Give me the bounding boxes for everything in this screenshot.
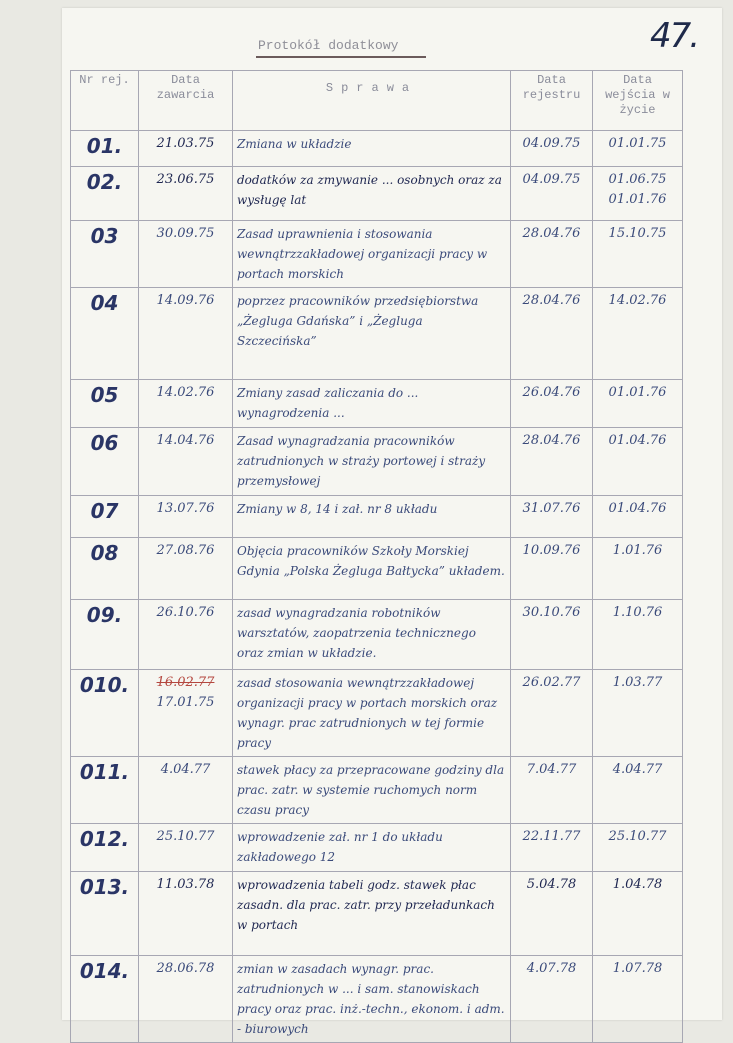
date-concluded: 13.07.76 <box>139 496 233 538</box>
table-row <box>71 496 683 538</box>
date-concluded: 25.10.77 <box>139 824 233 872</box>
table-row <box>71 956 683 1043</box>
date-concluded-struck: 16.02.77 <box>156 675 215 690</box>
date-registered: 22.11.77 <box>511 824 593 872</box>
subject: poprzez pracowników przedsiębiorstwa „Żegluga Gdańska” i „Żegluga Szczecińska” <box>233 288 511 380</box>
date-concluded: 14.09.76 <box>139 288 233 380</box>
row-number: 01. <box>71 131 139 167</box>
date-effective: 01.04.76 <box>593 428 683 496</box>
date-registered: 28.04.76 <box>511 221 593 288</box>
subject: zmian w zasadach wynagr. prac. zatrudnionych w ... i sam. stanowiskach pracy oraz prac. inż.-techn., ekonom. i adm. - biurowych <box>233 956 511 1043</box>
date-concluded: 23.06.75 <box>139 167 233 221</box>
date-concluded: 26.10.76 <box>139 600 233 670</box>
date-registered: 26.02.77 <box>511 670 593 757</box>
table-row <box>71 824 683 872</box>
row-number: 08 <box>71 538 139 600</box>
row-number: 013. <box>71 872 139 956</box>
row-number: 05 <box>71 380 139 428</box>
subject: zasad stosowania wewnątrzzakładowej organizacji pracy w portach morskich oraz wynagr. prac zatrudnionych w tej formie pracy <box>233 670 511 757</box>
date-registered: 7.04.77 <box>511 757 593 824</box>
subject: Objęcia pracowników Szkoły Morskiej Gdynia „Polska Żegluga Bałtycka” układem. <box>233 538 511 600</box>
date-effective: 14.02.76 <box>593 288 683 380</box>
header-data-zawarcia: Data zawarcia <box>139 71 233 131</box>
table-row <box>71 538 683 600</box>
row-number: 06 <box>71 428 139 496</box>
date-concluded-corrected: 17.01.75 <box>156 695 215 710</box>
row-number: 014. <box>71 956 139 1043</box>
table-row <box>71 288 683 380</box>
date-registered: 26.04.76 <box>511 380 593 428</box>
subject: Zasad wynagradzania pracowników zatrudnionych w straży portowej i straży przemysłowej <box>233 428 511 496</box>
date-concluded: 11.03.78 <box>139 872 233 956</box>
row-number: 03 <box>71 221 139 288</box>
date-concluded <box>139 670 233 757</box>
row-number: 010. <box>71 670 139 757</box>
subject: zasad wynagradzania robotników warsztatów, zaopatrzenia technicznego oraz zmian w układzie. <box>233 600 511 670</box>
header-data-rejestru: Data rejestru <box>511 71 593 131</box>
date-effective: 01.01.75 <box>593 131 683 167</box>
date-effective: 1.03.77 <box>593 670 683 757</box>
header-nr: Nr rej. <box>71 71 139 131</box>
table-row <box>71 757 683 824</box>
header-data-wejscia: Data wejścia w życie <box>593 71 683 131</box>
date-effective: 1.01.76 <box>593 538 683 600</box>
date-registered: 4.07.78 <box>511 956 593 1043</box>
date-effective: 25.10.77 <box>593 824 683 872</box>
table-row <box>71 167 683 221</box>
table-row <box>71 380 683 428</box>
date-concluded: 14.02.76 <box>139 380 233 428</box>
header-sprawa: Sprawa <box>233 71 511 131</box>
date-registered: 5.04.78 <box>511 872 593 956</box>
row-number: 04 <box>71 288 139 380</box>
table-row <box>71 872 683 956</box>
date-concluded: 28.06.78 <box>139 956 233 1043</box>
subject: Zmiany zasad zaliczania do ... wynagrodzenia ... <box>233 380 511 428</box>
row-number: 012. <box>71 824 139 872</box>
date-effective: 01.01.76 <box>593 380 683 428</box>
row-number: 011. <box>71 757 139 824</box>
subject: wprowadzenia tabeli godz. stawek płac zasadn. dla prac. zatr. przy przeładunkach w portach <box>233 872 511 956</box>
table-row <box>71 131 683 167</box>
date-concluded: 27.08.76 <box>139 538 233 600</box>
date-registered: 31.07.76 <box>511 496 593 538</box>
subject: Zasad uprawnienia i stosowania wewnątrzzakładowej organizacji pracy w portach morskich <box>233 221 511 288</box>
date-effective: 15.10.75 <box>593 221 683 288</box>
date-effective: 1.10.76 <box>593 600 683 670</box>
date-concluded: 14.04.76 <box>139 428 233 496</box>
date-concluded: 4.04.77 <box>139 757 233 824</box>
date-effective: 1.07.78 <box>593 956 683 1043</box>
register-table <box>70 70 683 1043</box>
subject: wprowadzenie zał. nr 1 do układu zakładowego 12 <box>233 824 511 872</box>
date-effective: 01.06.75 01.01.76 <box>593 167 683 221</box>
row-number: 09. <box>71 600 139 670</box>
date-concluded: 30.09.75 <box>139 221 233 288</box>
subject: stawek płacy za przepracowane godziny dla prac. zatr. w systemie ruchomych norm czasu pracy <box>233 757 511 824</box>
date-concluded: 21.03.75 <box>139 131 233 167</box>
table-row <box>71 600 683 670</box>
row-number: 02. <box>71 167 139 221</box>
subject: Zmiany w 8, 14 i zał. nr 8 układu <box>233 496 511 538</box>
subject: dodatków za zmywanie ... osobnych oraz za wysługę lat <box>233 167 511 221</box>
table-row <box>71 670 683 757</box>
date-effective: 1.04.78 <box>593 872 683 956</box>
title-underline <box>256 56 426 58</box>
date-registered: 28.04.76 <box>511 288 593 380</box>
date-registered: 28.04.76 <box>511 428 593 496</box>
date-registered: 30.10.76 <box>511 600 593 670</box>
date-registered: 04.09.75 <box>511 131 593 167</box>
table-row <box>71 221 683 288</box>
row-number: 07 <box>71 496 139 538</box>
subject: Zmiana w układzie <box>233 131 511 167</box>
date-registered: 10.09.76 <box>511 538 593 600</box>
page-number: 47. <box>650 16 699 56</box>
document-title: Protokół dodatkowy <box>258 38 399 53</box>
date-effective: 01.04.76 <box>593 496 683 538</box>
table-row <box>71 428 683 496</box>
date-effective: 4.04.77 <box>593 757 683 824</box>
date-registered: 04.09.75 <box>511 167 593 221</box>
